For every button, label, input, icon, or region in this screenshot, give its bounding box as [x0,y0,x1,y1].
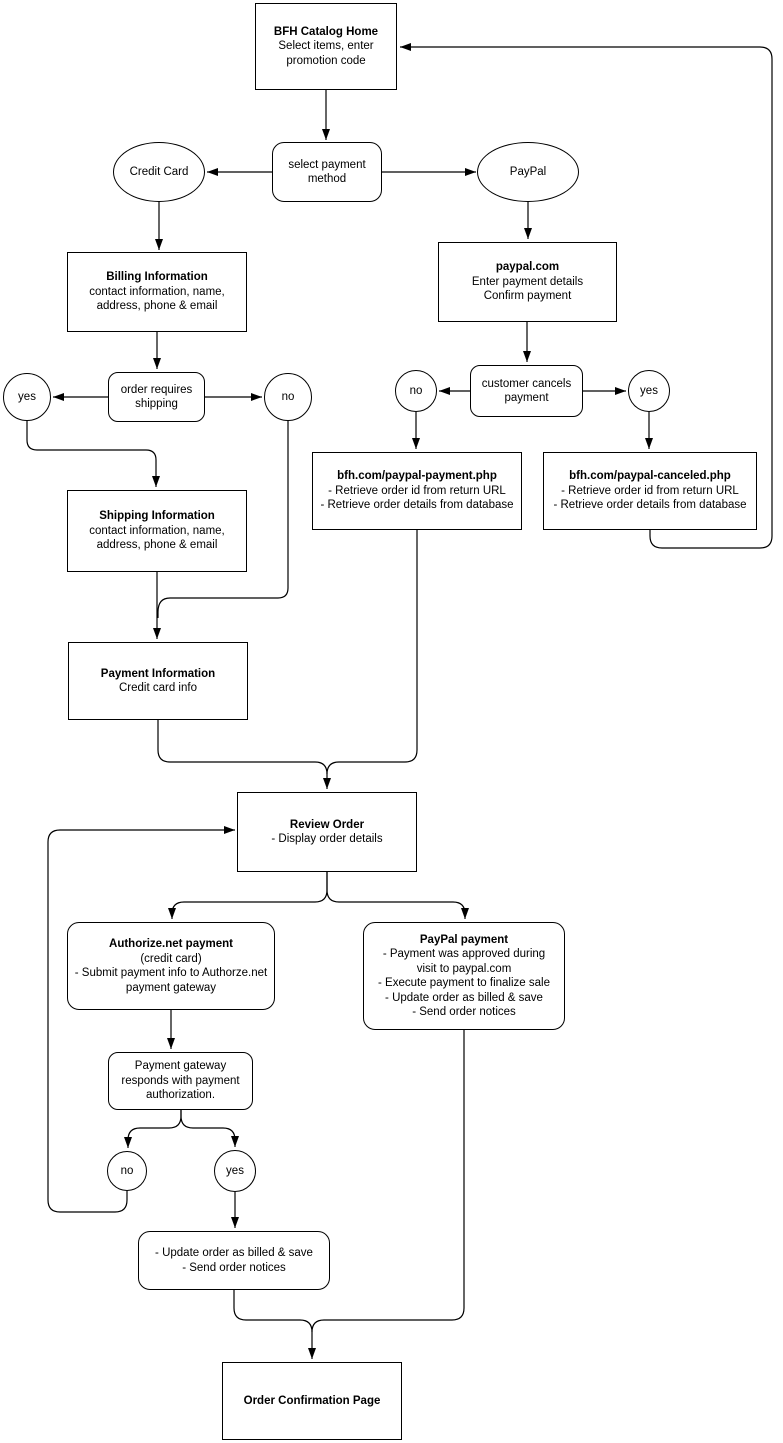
node-paypal [477,142,579,202]
node-shipping-yes [3,373,51,421]
node-text: - Send order notices [182,1261,286,1274]
edge-paypalphp-to-review-join [327,530,417,774]
node-text: no [120,1164,134,1177]
node-order-confirmation-page [222,1362,402,1440]
node-text: select payment method [288,158,366,185]
node-text: promotion code [286,54,366,67]
edge-gateway-to-yes [181,1110,235,1147]
node-text: - Retrieve order id from return URL [561,484,739,497]
node-title: PayPal payment [419,933,509,946]
node-auth-no [107,1151,147,1191]
node-title: Authorize.net payment [109,938,233,950]
node-text: yes [640,384,658,397]
node-payment-information [68,642,248,720]
node-payment-gateway-response [108,1052,253,1110]
node-text: contact information, name, [89,524,225,537]
node-text: payment gateway [125,981,217,994]
node-title: BFH Catalog Home [273,25,379,38]
node-text: - Submit payment info to Authorze.net [74,967,268,979]
node-auth-yes [214,1150,256,1192]
edge-updateorder-to-confirmation [234,1290,312,1359]
node-title: Order Confirmation Page [243,1394,381,1407]
node-text: no [281,390,295,403]
node-paypal-canceled-php [543,452,757,530]
node-text: Select items, enter [278,40,374,53]
node-text: - Payment was approved during [382,948,546,960]
node-text: - Retrieve order details from database [320,499,514,512]
node-text: Confirm payment [483,290,572,303]
edge-no-loop-to-review [48,830,235,1212]
node-text: - Execute payment to finalize sale [378,977,550,989]
node-title: Payment Information [100,667,216,680]
node-text: - Retrieve order details from database [553,499,747,512]
node-cancel-no [395,370,437,412]
node-text: Enter payment details [471,275,584,288]
node-update-order [138,1231,330,1290]
edge-review-to-paypalpayment [327,872,465,919]
node-text: order requires shipping [120,383,193,410]
node-text: Credit Card [129,165,189,178]
edge-review-to-authorize [172,872,327,919]
node-billing-information [67,252,247,332]
node-text: (credit card) [140,952,202,965]
node-cancel-yes [628,370,670,412]
node-text: - Send order notices [412,1006,516,1018]
node-text: Credit card info [119,682,197,694]
node-select-payment-method [272,142,382,202]
edge-paypalpayment-to-confirmation-join [312,1030,464,1332]
node-text: - Retrieve order id from return URL [328,484,506,497]
node-text: address, phone & email [96,300,218,313]
node-text: yes [226,1164,244,1177]
node-order-requires-shipping [108,372,205,422]
node-title: Review Order [289,818,365,831]
node-text: visit to paypal.com [416,962,512,975]
node-text: contact information, name, [89,285,225,298]
node-authorize-net-payment [67,922,275,1010]
node-title: paypal.com [495,261,560,274]
node-title: Billing Information [106,271,208,284]
node-review-order [237,792,417,872]
node-text: yes [18,390,36,403]
node-shipping-no [264,373,312,421]
edge-yes-to-shippinginfo [27,421,156,487]
node-text: PayPal [509,165,547,178]
node-paypal-payment-php [312,452,522,530]
node-title: bfh.com/paypal-payment.php [337,470,497,483]
node-paypal-payment [363,922,565,1030]
node-text: - Update order as billed & save [155,1247,313,1259]
node-text: - Update order as billed & save [385,991,543,1004]
node-text: Payment gateway responds with payment authorization. [121,1060,240,1102]
node-paypal-com [438,242,617,322]
edge-gateway-to-no [128,1110,181,1148]
node-text: no [409,384,423,397]
node-text: address, phone & email [96,539,218,552]
node-text: - Display order details [271,833,383,845]
node-customer-cancels-payment [470,365,583,417]
node-credit-card [113,142,205,202]
node-title: bfh.com/paypal-canceled.php [569,470,731,483]
node-title: Shipping Information [99,510,215,523]
node-shipping-information [67,490,247,572]
node-bfh-catalog-home [255,3,397,90]
node-text: customer cancels payment [481,377,572,404]
edge-paymentinfo-to-review [158,720,327,789]
